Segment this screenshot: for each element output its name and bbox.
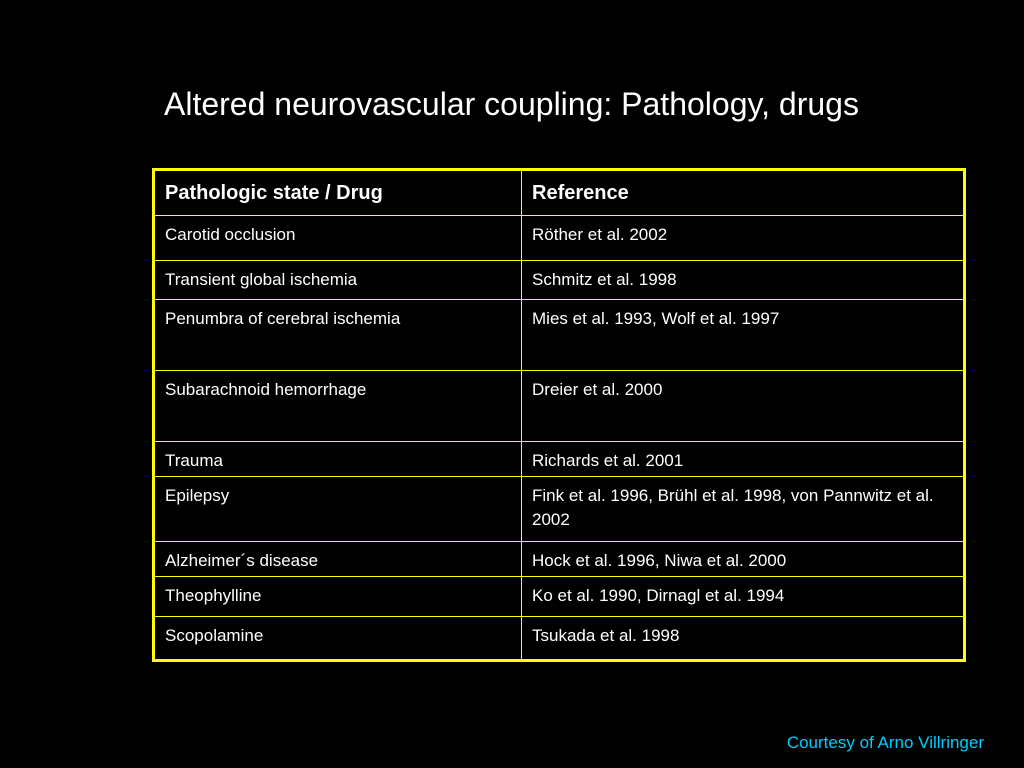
reference-cell: Richards et al. 2001 xyxy=(522,442,965,477)
state-cell: Carotid occlusion xyxy=(154,216,522,261)
state-cell: Trauma xyxy=(154,442,522,477)
table-row xyxy=(154,442,965,477)
table-row xyxy=(154,577,965,617)
table-row xyxy=(154,261,965,300)
reference-cell: Fink et al. 1996, Brühl et al. 1998, von Pannwitz et al. 2002 xyxy=(522,477,965,542)
header-reference: Reference xyxy=(522,170,965,216)
slide-title: Altered neurovascular coupling: Pathology, drugs xyxy=(164,86,859,122)
state-cell: Alzheimer´s disease xyxy=(154,542,522,577)
table-row xyxy=(154,477,965,542)
table-row xyxy=(154,371,965,442)
courtesy-credit: Courtesy of Arno Villringer xyxy=(786,733,984,752)
state-cell: Subarachnoid hemorrhage xyxy=(154,371,522,442)
state-cell: Epilepsy xyxy=(154,477,522,542)
reference-cell: Tsukada et al. 1998 xyxy=(522,617,965,661)
header-state: Pathologic state / Drug xyxy=(154,170,522,216)
table-row xyxy=(154,300,965,371)
reference-cell: Hock et al. 1996, Niwa et al. 2000 xyxy=(522,542,965,577)
state-cell: Theophylline xyxy=(154,577,522,617)
reference-table xyxy=(152,168,966,662)
table-row xyxy=(154,617,965,661)
reference-cell: Ko et al. 1990, Dirnagl et al. 1994 xyxy=(522,577,965,617)
reference-cell: Schmitz et al. 1998 xyxy=(522,261,965,300)
reference-cell: Dreier et al. 2000 xyxy=(522,371,965,442)
reference-cell: Mies et al. 1993, Wolf et al. 1997 xyxy=(522,300,965,371)
table-header-row xyxy=(154,170,965,216)
table-row xyxy=(154,542,965,577)
state-cell: Transient global ischemia xyxy=(154,261,522,300)
state-cell: Penumbra of cerebral ischemia xyxy=(154,300,522,371)
state-cell: Scopolamine xyxy=(154,617,522,661)
table-row xyxy=(154,216,965,261)
reference-cell: Röther et al. 2002 xyxy=(522,216,965,261)
